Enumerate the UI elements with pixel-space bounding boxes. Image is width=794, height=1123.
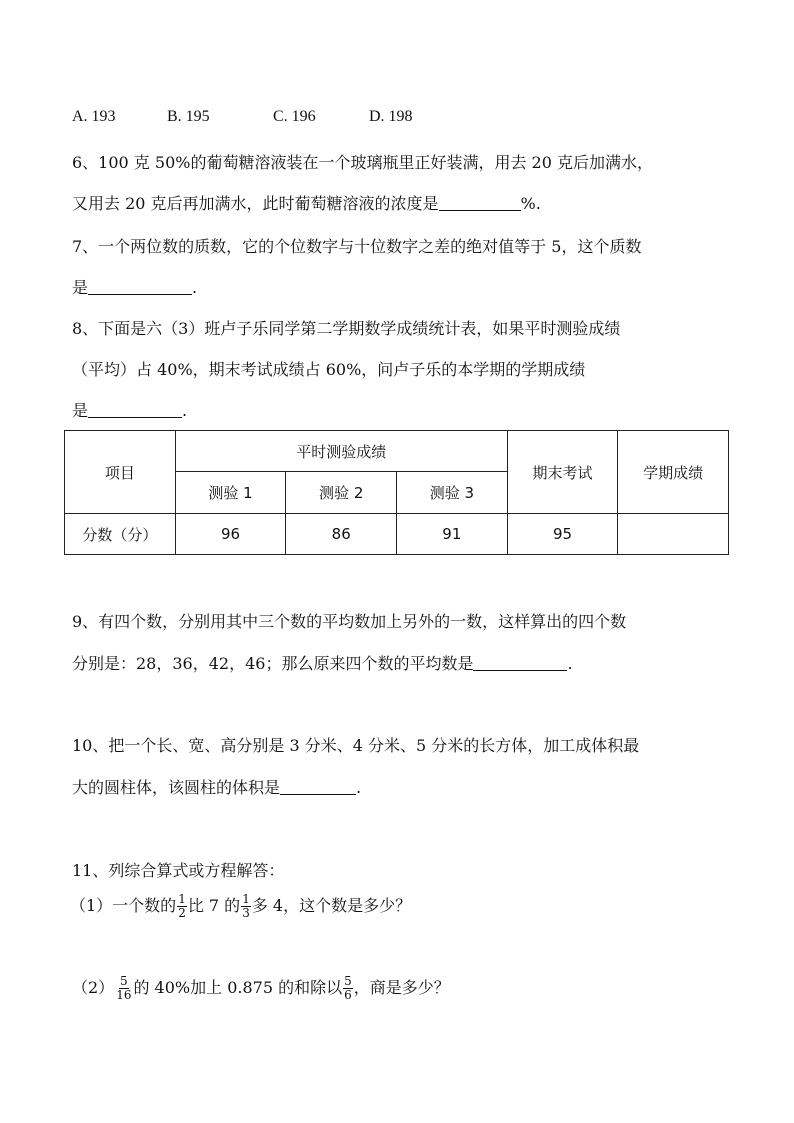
q7-line2 xyxy=(72,275,197,298)
table-row xyxy=(65,514,729,555)
fraction-numerator: 5 xyxy=(344,974,352,989)
fraction-denominator: 2 xyxy=(178,906,186,920)
header-final: 期末考试 xyxy=(507,431,618,514)
q9-line2 xyxy=(72,651,573,674)
q6-answer-blank[interactable] xyxy=(439,194,521,211)
fraction-denominator: 6 xyxy=(344,988,352,1002)
score-table xyxy=(64,430,729,555)
q6-text: 又用去 20 克后再加满水，此时葡萄糖溶液的浓度是 xyxy=(72,194,439,213)
header-item: 项目 xyxy=(65,431,176,514)
q7-answer-blank[interactable] xyxy=(88,278,192,295)
final-score: 95 xyxy=(507,514,618,555)
header-quiz-1: 测验 1 xyxy=(175,472,286,514)
header-quiz-3: 测验 3 xyxy=(397,472,508,514)
q9-text: 分别是：28，36，42，46；那么原来四个数的平均数是 xyxy=(72,654,474,673)
quiz-1-score: 96 xyxy=(175,514,286,555)
q10-suffix: . xyxy=(356,778,362,797)
term-score-cell[interactable] xyxy=(618,514,729,555)
fraction-one-third xyxy=(241,893,251,919)
q8-answer-blank[interactable] xyxy=(88,401,182,418)
q10-line2 xyxy=(72,775,361,798)
q11-p1-text-b: 比 7 的 xyxy=(187,896,241,915)
q8-line1: 8、下面是六（3）班卢子乐同学第二学期数学成绩统计表，如果平时测验成绩 xyxy=(72,319,621,338)
q7-suffix: . xyxy=(192,278,198,297)
q11-p1-text-c: 多 4，这个数是多少？ xyxy=(251,896,412,915)
q8-text: 是 xyxy=(72,401,89,420)
q9-suffix: . xyxy=(567,654,573,673)
option-c: C. 196 xyxy=(273,108,316,125)
fraction-denominator: 16 xyxy=(116,988,132,1002)
row-label: 分数（分） xyxy=(65,514,176,555)
q11-p1-text-a: （1）一个数的 xyxy=(70,896,177,915)
q8-line3 xyxy=(72,398,187,421)
q7-text: 是 xyxy=(72,278,89,297)
quiz-2-score: 86 xyxy=(286,514,397,555)
q11-part1 xyxy=(70,893,411,920)
q10-answer-blank[interactable] xyxy=(280,778,356,795)
option-a: A. 193 xyxy=(72,108,116,125)
q7-line1: 7、一个两位数的质数，它的个位数字与十位数字之差的绝对值等于 5，这个质数 xyxy=(72,237,642,256)
option-b: B. 195 xyxy=(167,108,210,125)
q6-line1: 6、100 克 50%的葡萄糖溶液装在一个玻璃瓶里正好装满，用去 20 克后加满水， xyxy=(72,153,653,172)
fraction-numerator: 5 xyxy=(120,974,128,989)
header-term: 学期成绩 xyxy=(618,431,729,514)
fraction-numerator: 1 xyxy=(178,892,186,907)
header-quiz: 平时测验成绩 xyxy=(175,431,507,472)
q9-line1: 9、有四个数，分别用其中三个数的平均数加上另外的一数，这样算出的四个数 xyxy=(72,612,627,631)
fraction-denominator: 3 xyxy=(242,906,250,920)
option-d: D. 198 xyxy=(369,108,413,125)
q11-p2-text-b: 的 40%加上 0.875 的和除以 xyxy=(133,978,343,997)
q6-suffix: %. xyxy=(520,194,541,213)
quiz-3-score: 91 xyxy=(397,514,508,555)
q11-p2-text-a: （2） xyxy=(72,978,115,997)
q11-part2 xyxy=(72,975,450,1002)
fraction-five-sixths xyxy=(343,975,353,1001)
q11-title: 11、列综合算式或方程解答： xyxy=(72,861,285,880)
header-quiz-2: 测验 2 xyxy=(286,472,397,514)
fraction-five-sixteenths xyxy=(115,975,132,1001)
q8-line2: （平均）占 40%，期末考试成绩占 60%，问卢子乐的本学期的学期成绩 xyxy=(72,360,586,379)
q6-line2 xyxy=(72,191,541,214)
fraction-one-half xyxy=(177,893,187,919)
q9-answer-blank[interactable] xyxy=(473,654,567,671)
q8-suffix: . xyxy=(182,401,188,420)
q10-text: 大的圆柱体，该圆柱的体积是 xyxy=(72,778,281,797)
q11-p2-text-c: ，商是多少？ xyxy=(353,978,450,997)
q10-line1: 10、把一个长、宽、高分别是 3 分米、4 分米、5 分米的长方体，加工成体积最 xyxy=(72,736,640,755)
fraction-numerator: 1 xyxy=(242,892,250,907)
